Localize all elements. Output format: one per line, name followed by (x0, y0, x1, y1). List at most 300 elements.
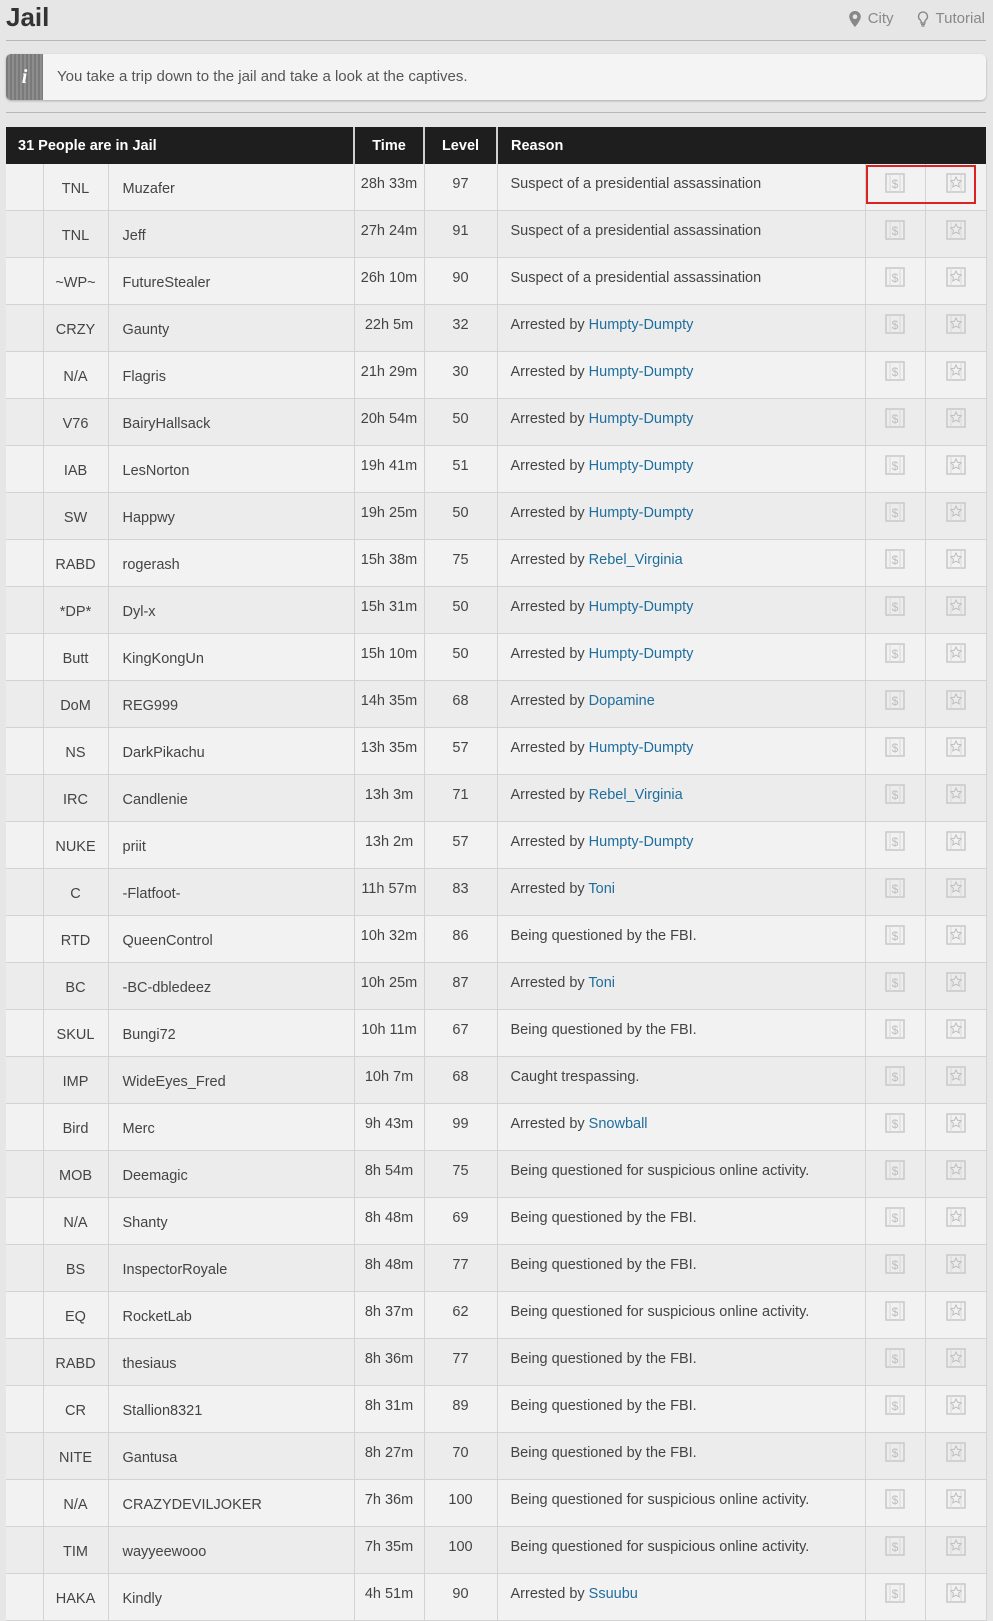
bust-button[interactable] (925, 164, 986, 211)
bail-button[interactable] (865, 1010, 925, 1057)
reason-text: Being questioned by the FBI. (510, 1210, 697, 1226)
status-idle-icon (18, 412, 31, 425)
faction-link[interactable]: HAKA (43, 1574, 108, 1621)
reason-text: Being questioned by the FBI. (510, 1351, 697, 1367)
reason-text: Suspect of a presidential assassination (510, 270, 762, 286)
svg-text:$: $ (891, 882, 899, 896)
faction-link[interactable]: TIM (43, 1527, 108, 1574)
bail-button[interactable] (865, 1386, 925, 1433)
bail-icon (884, 882, 906, 903)
player-name-link[interactable]: REG999 (108, 681, 354, 728)
jail-reason (497, 963, 865, 1010)
svg-text:$: $ (891, 412, 899, 426)
bust-button[interactable] (925, 1574, 986, 1621)
bust-icon (945, 981, 967, 997)
table-row (6, 869, 986, 916)
bail-button[interactable] (865, 446, 925, 493)
arresting-player-link[interactable]: Rebel_Virginia (588, 787, 683, 803)
player-level: 57 (424, 728, 497, 775)
reason-text: Being questioned by the FBI. (510, 928, 697, 944)
status-cell (6, 1339, 43, 1386)
player-name-link[interactable]: Muzafer (108, 164, 354, 211)
jail-time: 19h 25m (354, 493, 424, 540)
player-name-link[interactable]: Bungi72 (108, 1010, 354, 1057)
player-name-link[interactable]: LesNorton (108, 446, 354, 493)
status-idle-icon (18, 694, 31, 707)
player-name-link[interactable]: Merc (108, 1104, 354, 1151)
table-row (6, 963, 986, 1010)
player-name-link[interactable]: priit (108, 822, 354, 869)
arresting-player-link[interactable]: Humpty-Dumpty (588, 740, 694, 756)
bust-button[interactable] (925, 540, 986, 587)
bail-button[interactable] (865, 775, 925, 822)
svg-text:$: $ (891, 553, 899, 567)
table-row (6, 1198, 986, 1245)
player-name-link[interactable]: wayyeewooo (108, 1527, 354, 1574)
arresting-player-link[interactable]: Humpty-Dumpty (588, 646, 694, 662)
bail-button[interactable] (865, 1151, 925, 1198)
bail-button[interactable] (865, 211, 925, 258)
bail-button[interactable] (865, 634, 925, 681)
jail-reason (497, 1574, 865, 1621)
page-title: Jail (6, 2, 50, 32)
status-idle-icon (18, 506, 31, 519)
status-idle-icon (18, 1352, 31, 1365)
faction-link[interactable]: BS (43, 1245, 108, 1292)
table-row (6, 1527, 986, 1574)
bust-icon (945, 1169, 967, 1185)
bail-icon (884, 647, 906, 668)
bust-button[interactable] (925, 634, 986, 681)
bail-button[interactable] (865, 1574, 925, 1621)
status-cell (6, 869, 43, 916)
bust-button[interactable] (925, 1198, 986, 1245)
bust-button[interactable] (925, 822, 986, 869)
bust-button[interactable] (925, 1480, 986, 1527)
faction-link[interactable]: IAB (43, 446, 108, 493)
player-name-link[interactable]: -Flatfoot- (108, 869, 354, 916)
player-level: 62 (424, 1292, 497, 1339)
jail-reason (497, 493, 865, 540)
player-name-link[interactable]: rogerash (108, 540, 354, 587)
player-name-link[interactable]: QueenControl (108, 916, 354, 963)
player-name-link[interactable]: thesiaus (108, 1339, 354, 1386)
bail-icon (884, 1258, 906, 1279)
jail-time: 14h 35m (354, 681, 424, 728)
tutorial-link-label: Tutorial (935, 10, 985, 27)
player-name-link[interactable]: Deemagic (108, 1151, 354, 1198)
faction-link[interactable]: N/A (43, 352, 108, 399)
jail-time: 8h 31m (354, 1386, 424, 1433)
player-name-link[interactable]: Jeff (108, 211, 354, 258)
table-row (6, 1386, 986, 1433)
bust-button[interactable] (925, 916, 986, 963)
bust-icon (945, 1451, 967, 1467)
faction-link[interactable]: IRC (43, 775, 108, 822)
bail-button[interactable] (865, 1292, 925, 1339)
svg-text:$: $ (891, 1493, 899, 1507)
jail-reason (497, 164, 865, 211)
arresting-player-link[interactable]: Humpty-Dumpty (588, 834, 694, 850)
reason-text: Being questioned by the FBI. (510, 1257, 697, 1273)
reason-text: Arrested by (510, 787, 589, 803)
arresting-player-link[interactable]: Rebel_Virginia (588, 552, 683, 568)
bust-button[interactable] (925, 1433, 986, 1480)
status-online-icon (18, 1023, 31, 1036)
bust-icon (945, 699, 967, 715)
status-cell (6, 1386, 43, 1433)
bust-icon (945, 558, 967, 574)
faction-link[interactable]: N/A (43, 1480, 108, 1527)
reason-text: Arrested by (510, 740, 589, 756)
bail-icon (884, 318, 906, 339)
status-idle-icon (18, 882, 31, 895)
svg-text:$: $ (891, 647, 899, 661)
city-link-label: City (867, 10, 894, 27)
bust-button[interactable] (925, 728, 986, 775)
bust-button[interactable] (925, 446, 986, 493)
bail-button[interactable] (865, 1480, 925, 1527)
bail-button[interactable] (865, 164, 925, 211)
svg-text:$: $ (891, 1399, 899, 1413)
bust-button[interactable] (925, 1057, 986, 1104)
faction-link[interactable]: IMP (43, 1057, 108, 1104)
svg-text:$: $ (891, 741, 899, 755)
bust-button[interactable] (925, 258, 986, 305)
bust-button[interactable] (925, 1245, 986, 1292)
faction-link[interactable]: EQ (43, 1292, 108, 1339)
bail-button[interactable] (865, 1198, 925, 1245)
player-name-link[interactable]: Dyl-x (108, 587, 354, 634)
player-level: 86 (424, 916, 497, 963)
jail-reason (497, 1057, 865, 1104)
bust-button[interactable] (925, 211, 986, 258)
jail-time: 13h 35m (354, 728, 424, 775)
jail-reason (497, 1480, 865, 1527)
player-level: 50 (424, 399, 497, 446)
bail-button[interactable] (865, 963, 925, 1010)
svg-text:$: $ (891, 694, 899, 708)
jail-time: 7h 35m (354, 1527, 424, 1574)
jail-time: 8h 36m (354, 1339, 424, 1386)
bail-button[interactable] (865, 681, 925, 728)
player-name-link[interactable]: Kindly (108, 1574, 354, 1621)
jail-reason (497, 1245, 865, 1292)
svg-text:$: $ (891, 1352, 899, 1366)
svg-text:$: $ (891, 929, 899, 943)
faction-link[interactable]: Butt (43, 634, 108, 681)
bail-button[interactable] (865, 540, 925, 587)
player-level: 97 (424, 164, 497, 211)
arresting-player-link[interactable]: Humpty-Dumpty (588, 411, 694, 427)
tutorial-link[interactable] (916, 10, 985, 27)
status-cell (6, 493, 43, 540)
faction-link[interactable]: SW (43, 493, 108, 540)
player-level: 100 (424, 1480, 497, 1527)
faction-link[interactable]: TNL (43, 211, 108, 258)
jail-time: 7h 36m (354, 1480, 424, 1527)
reason-text: Arrested by (510, 458, 589, 474)
bust-button[interactable] (925, 775, 986, 822)
jail-reason (497, 1104, 865, 1151)
bust-button[interactable] (925, 963, 986, 1010)
player-level: 68 (424, 681, 497, 728)
player-name-link[interactable]: Stallion8321 (108, 1386, 354, 1433)
status-cell (6, 963, 43, 1010)
player-name-link[interactable]: Flagris (108, 352, 354, 399)
arresting-player-link[interactable]: Humpty-Dumpty (588, 458, 694, 474)
bust-button[interactable] (925, 493, 986, 540)
faction-link[interactable]: *DP* (43, 587, 108, 634)
faction-link[interactable]: CRZY (43, 305, 108, 352)
status-cell (6, 1292, 43, 1339)
reason-text: Being questioned for suspicious online activity. (510, 1539, 810, 1555)
faction-link[interactable]: DoM (43, 681, 108, 728)
reason-text: Arrested by (510, 552, 589, 568)
bail-button[interactable] (865, 1057, 925, 1104)
player-name-link[interactable]: CRAZYDEVILJOKER (108, 1480, 354, 1527)
player-level: 77 (424, 1245, 497, 1292)
status-cell (6, 211, 43, 258)
status-away-icon (18, 459, 31, 472)
bust-icon (945, 1263, 967, 1279)
top-links (848, 10, 985, 27)
bust-button[interactable] (925, 1339, 986, 1386)
player-name-link[interactable]: DarkPikachu (108, 728, 354, 775)
info-divider (6, 112, 986, 113)
table-row (6, 1245, 986, 1292)
bust-icon (945, 464, 967, 480)
bust-button[interactable] (925, 305, 986, 352)
people-count-header: 31 People are in Jail (6, 127, 354, 164)
table-row (6, 634, 986, 681)
reason-text: Being questioned by the FBI. (510, 1445, 697, 1461)
bail-button[interactable] (865, 1339, 925, 1386)
bust-icon (945, 511, 967, 527)
arresting-player-link[interactable]: Humpty-Dumpty (588, 317, 694, 333)
player-level: 77 (424, 1339, 497, 1386)
faction-link[interactable]: NITE (43, 1433, 108, 1480)
jail-reason (497, 1527, 865, 1574)
reason-text: Arrested by (510, 364, 589, 380)
faction-link[interactable]: NS (43, 728, 108, 775)
player-name-link[interactable]: RocketLab (108, 1292, 354, 1339)
player-name-link[interactable]: Shanty (108, 1198, 354, 1245)
status-online-icon (18, 1305, 31, 1318)
bail-icon (884, 365, 906, 386)
reason-text: Suspect of a presidential assassination (510, 176, 762, 192)
player-name-link[interactable]: Happwy (108, 493, 354, 540)
player-name-link[interactable]: KingKongUn (108, 634, 354, 681)
faction-link[interactable]: TNL (43, 164, 108, 211)
faction-link[interactable]: SKUL (43, 1010, 108, 1057)
jail-reason (497, 1151, 865, 1198)
jail-reason (497, 1198, 865, 1245)
bail-button[interactable] (865, 352, 925, 399)
status-cell (6, 540, 43, 587)
arresting-player-link[interactable]: Ssuubu (588, 1586, 638, 1602)
status-cell (6, 775, 43, 822)
status-cell (6, 587, 43, 634)
status-cell (6, 1057, 43, 1104)
reason-text: Being questioned for suspicious online activity. (510, 1304, 810, 1320)
arresting-player-link[interactable]: Humpty-Dumpty (588, 599, 694, 615)
bail-button[interactable] (865, 822, 925, 869)
table-header-row (6, 127, 986, 164)
status-idle-icon (18, 1446, 31, 1459)
svg-text:$: $ (891, 177, 899, 191)
player-name-link[interactable]: -BC-dbledeez (108, 963, 354, 1010)
bust-icon (945, 1592, 967, 1608)
bail-button[interactable] (865, 869, 925, 916)
bail-button[interactable] (865, 1433, 925, 1480)
faction-link[interactable]: V76 (43, 399, 108, 446)
city-link[interactable] (848, 10, 894, 27)
faction-link[interactable]: BC (43, 963, 108, 1010)
arresting-player-link[interactable]: Snowball (588, 1116, 648, 1132)
bail-icon (884, 1211, 906, 1232)
jail-time: 10h 32m (354, 916, 424, 963)
bail-button[interactable] (865, 1527, 925, 1574)
faction-link[interactable]: CR (43, 1386, 108, 1433)
faction-link[interactable]: RABD (43, 540, 108, 587)
player-name-link[interactable]: Gantusa (108, 1433, 354, 1480)
bail-button[interactable] (865, 1104, 925, 1151)
faction-link[interactable]: RTD (43, 916, 108, 963)
jail-time: 8h 27m (354, 1433, 424, 1480)
reason-text: Suspect of a presidential assassination (510, 223, 762, 239)
time-header[interactable]: Time (354, 127, 424, 164)
reason-text: Caught trespassing. (510, 1069, 640, 1085)
bust-icon (945, 652, 967, 668)
status-idle-icon (18, 553, 31, 566)
arresting-player-link[interactable]: Toni (588, 975, 616, 991)
faction-link[interactable]: MOB (43, 1151, 108, 1198)
reason-header: Reason (497, 127, 986, 164)
jail-time: 15h 10m (354, 634, 424, 681)
svg-text:$: $ (891, 1117, 899, 1131)
status-idle-icon (18, 1211, 31, 1224)
jail-reason (497, 728, 865, 775)
faction-link[interactable]: ~WP~ (43, 258, 108, 305)
arresting-player-link[interactable]: Humpty-Dumpty (588, 505, 694, 521)
jail-reason (497, 1010, 865, 1057)
page-header (0, 0, 993, 42)
level-header[interactable]: Level (424, 127, 497, 164)
status-cell (6, 1574, 43, 1621)
player-level: 75 (424, 540, 497, 587)
bust-button[interactable] (925, 1292, 986, 1339)
bust-button[interactable] (925, 1527, 986, 1574)
player-name-link[interactable]: BairyHallsack (108, 399, 354, 446)
player-name-link[interactable]: Gaunty (108, 305, 354, 352)
svg-text:$: $ (891, 788, 899, 802)
faction-link[interactable]: NUKE (43, 822, 108, 869)
jail-table (6, 127, 987, 1621)
bust-button[interactable] (925, 352, 986, 399)
map-pin-icon (848, 11, 862, 27)
bail-icon (884, 177, 906, 198)
bail-icon (884, 412, 906, 433)
jail-reason (497, 822, 865, 869)
reason-text: Arrested by (510, 693, 589, 709)
bust-icon (945, 370, 967, 386)
bust-button[interactable] (925, 587, 986, 634)
status-idle-icon (18, 600, 31, 613)
bust-icon (945, 1075, 967, 1091)
bail-button[interactable] (865, 258, 925, 305)
player-name-link[interactable]: FutureStealer (108, 258, 354, 305)
bust-icon (945, 887, 967, 903)
status-idle-icon (18, 1164, 31, 1177)
bust-button[interactable] (925, 681, 986, 728)
status-idle-icon (18, 835, 31, 848)
player-level: 90 (424, 258, 497, 305)
bail-button[interactable] (865, 587, 925, 634)
bail-button[interactable] (865, 916, 925, 963)
bust-button[interactable] (925, 399, 986, 446)
bail-icon (884, 976, 906, 997)
arresting-player-link[interactable]: Humpty-Dumpty (588, 364, 694, 380)
player-level: 30 (424, 352, 497, 399)
faction-link[interactable]: C (43, 869, 108, 916)
bail-icon (884, 1399, 906, 1420)
player-level: 71 (424, 775, 497, 822)
faction-link[interactable]: Bird (43, 1104, 108, 1151)
bust-icon (945, 1028, 967, 1044)
player-name-link[interactable]: InspectorRoyale (108, 1245, 354, 1292)
svg-text:$: $ (891, 1070, 899, 1084)
bust-button[interactable] (925, 1104, 986, 1151)
bail-icon (884, 1164, 906, 1185)
jail-time: 19h 41m (354, 446, 424, 493)
table-row (6, 1010, 986, 1057)
jail-reason (497, 211, 865, 258)
player-level: 50 (424, 634, 497, 681)
arresting-player-link[interactable]: Toni (588, 881, 616, 897)
player-level: 90 (424, 1574, 497, 1621)
bail-icon (884, 788, 906, 809)
bust-icon (945, 934, 967, 950)
player-name-link[interactable]: Candlenie (108, 775, 354, 822)
jail-time: 20h 54m (354, 399, 424, 446)
arresting-player-link[interactable]: Dopamine (588, 693, 655, 709)
player-name-link[interactable]: WideEyes_Fred (108, 1057, 354, 1104)
jail-time: 28h 33m (354, 164, 424, 211)
bust-button[interactable] (925, 1386, 986, 1433)
faction-link[interactable]: RABD (43, 1339, 108, 1386)
bust-button[interactable] (925, 869, 986, 916)
bail-button[interactable] (865, 1245, 925, 1292)
bust-button[interactable] (925, 1010, 986, 1057)
status-cell (6, 258, 43, 305)
bail-button[interactable] (865, 493, 925, 540)
faction-link[interactable]: N/A (43, 1198, 108, 1245)
bust-button[interactable] (925, 1151, 986, 1198)
player-level: 50 (424, 493, 497, 540)
reason-text: Arrested by (510, 599, 589, 615)
table-row (6, 493, 986, 540)
bail-icon (884, 741, 906, 762)
bail-icon (884, 929, 906, 950)
bust-icon (945, 229, 967, 245)
status-cell (6, 1198, 43, 1245)
bail-button[interactable] (865, 399, 925, 446)
bail-button[interactable] (865, 728, 925, 775)
jail-time: 8h 54m (354, 1151, 424, 1198)
bail-icon (884, 553, 906, 574)
bail-button[interactable] (865, 305, 925, 352)
